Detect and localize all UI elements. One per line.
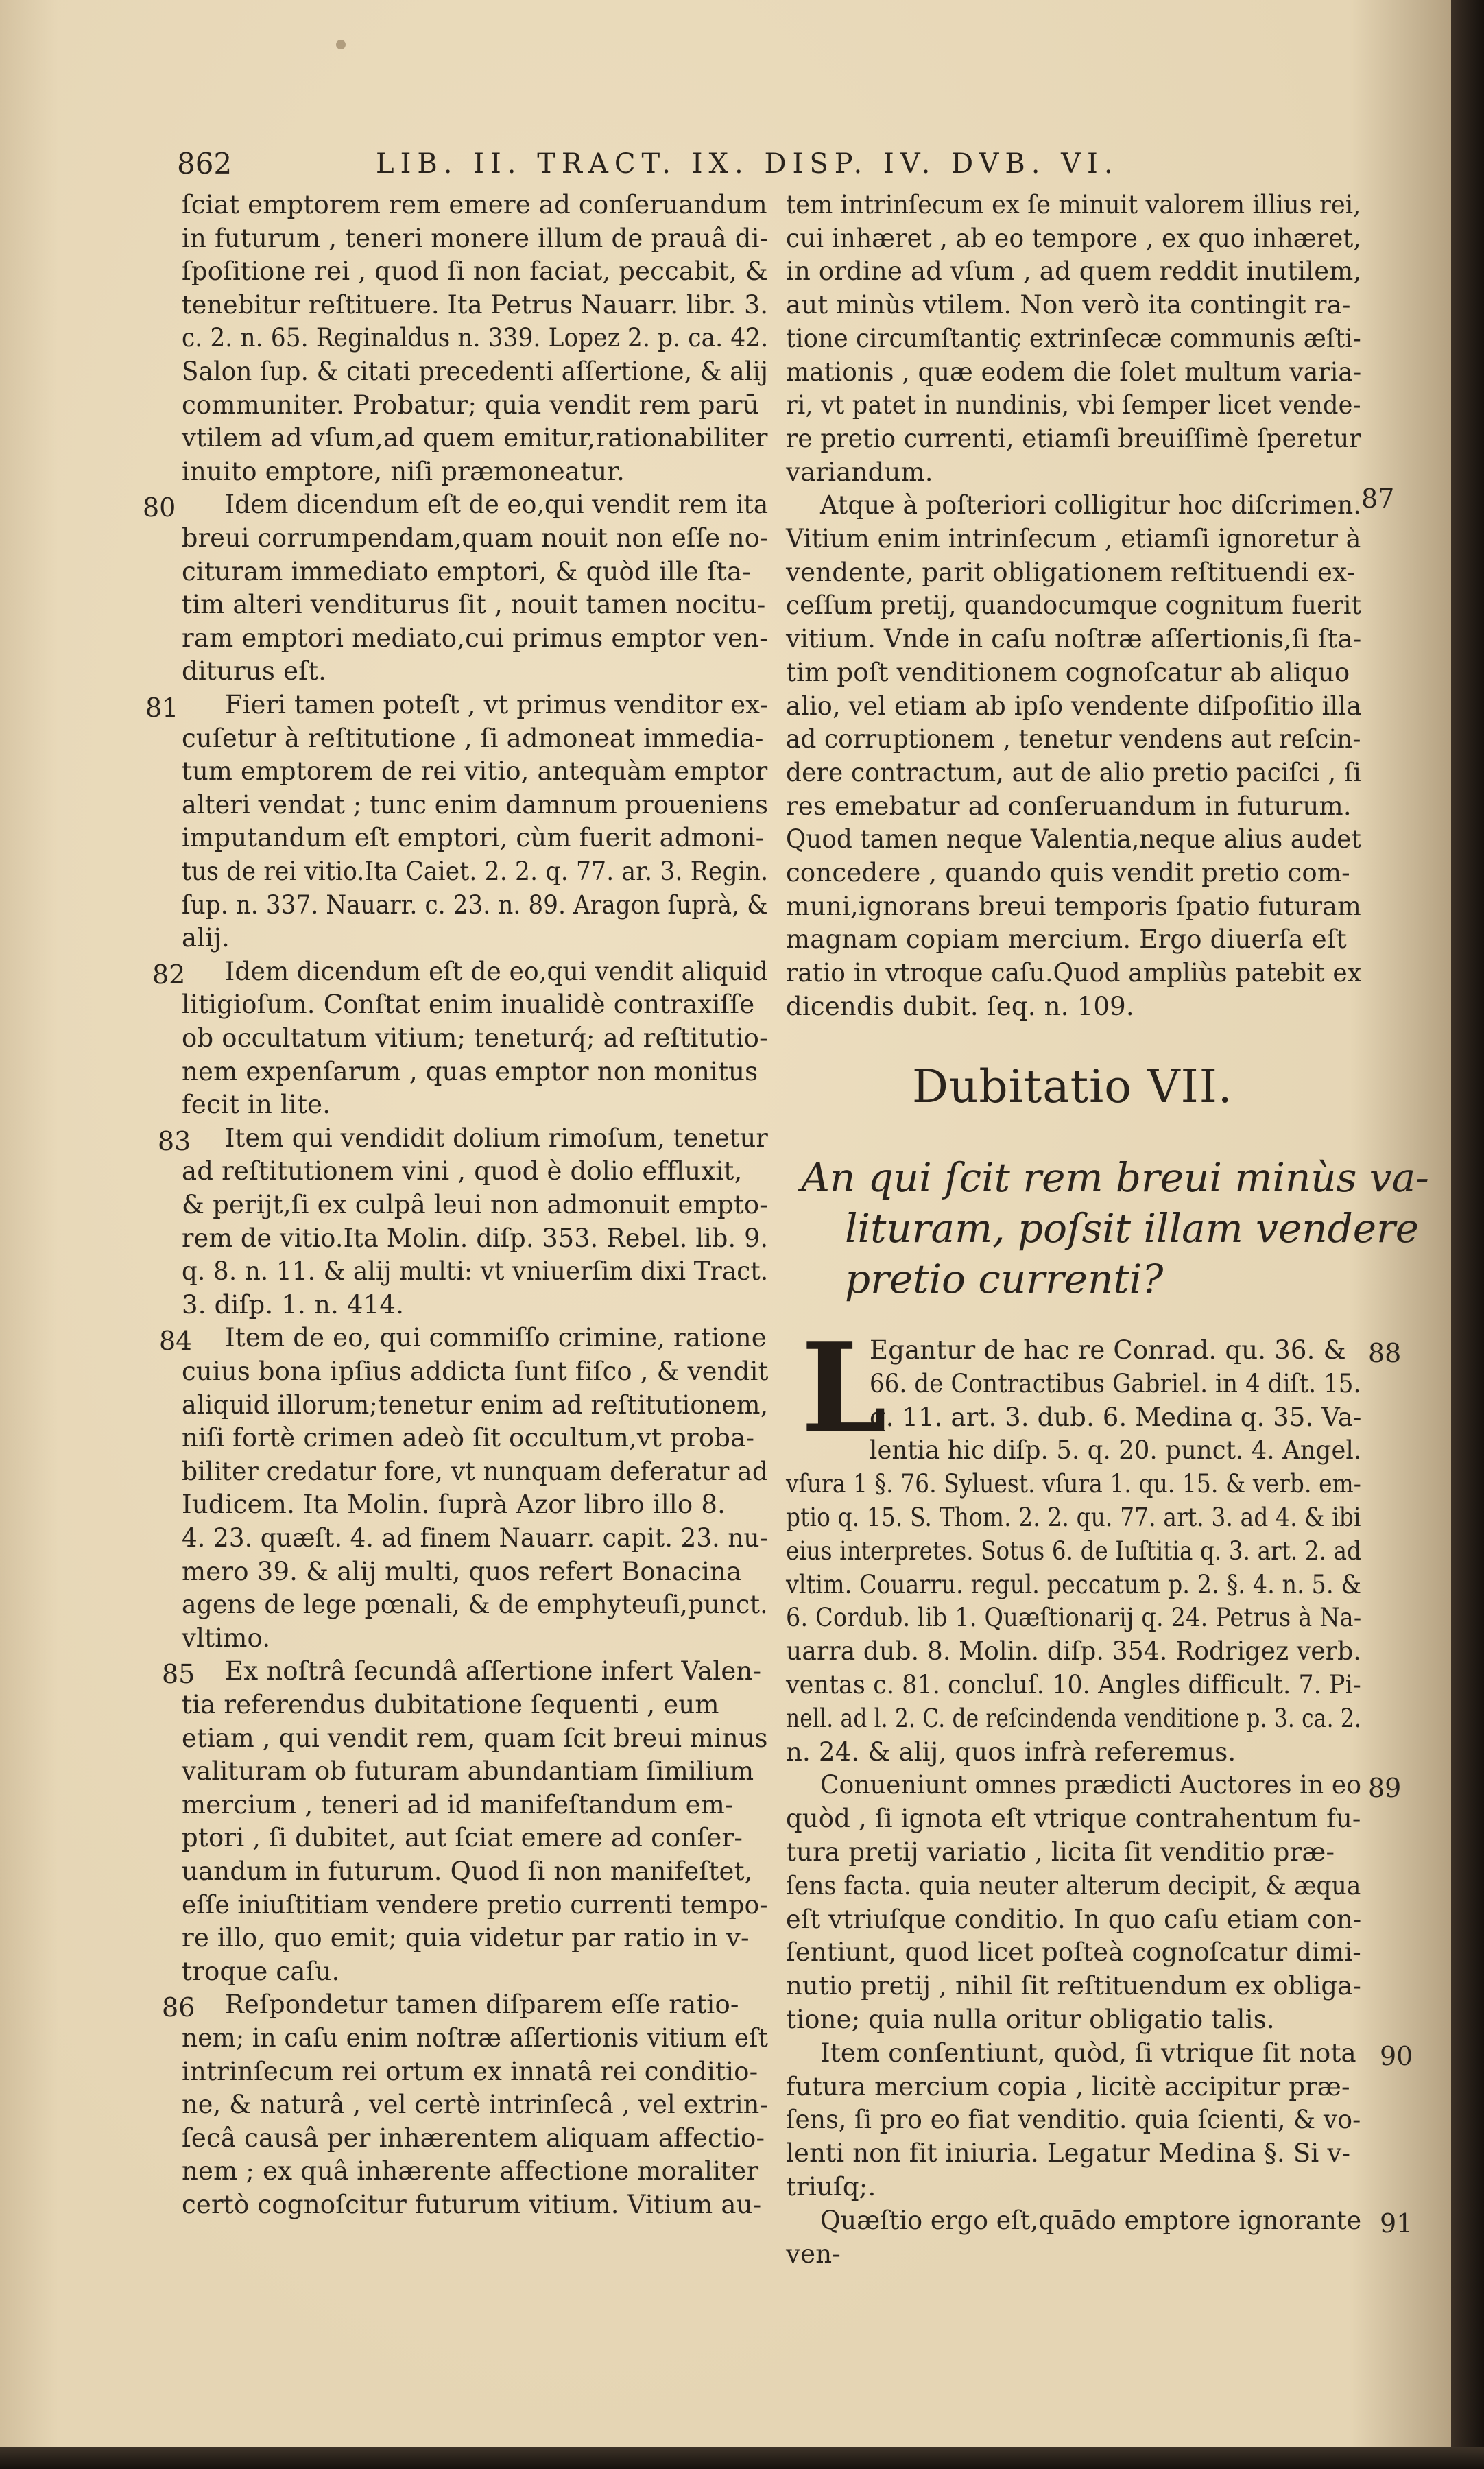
- drop-cap: L: [801, 1316, 887, 1459]
- text-line: dere contractum, aut de alio pretio paciſci , ſi: [786, 757, 1361, 787]
- text-line: Item de eo, qui commiſſo crimine, ratione: [225, 1323, 767, 1353]
- text-line: tenebitur reſtituere. Ita Petrus Nauarr. libr. 3.: [182, 289, 769, 320]
- paragraph-number: 86: [162, 1992, 195, 2023]
- text-line: tione; quia nulla oritur obligatio talis.: [786, 2005, 1275, 2034]
- text-line: eſt vtriuſque conditio. In quo caſu etiam con-: [786, 1904, 1362, 1934]
- book-gutter-edge: [1451, 0, 1484, 2469]
- text-line: alteri vendat ; tunc enim damnum proueniens: [182, 789, 769, 820]
- text-line: Item conſentiunt, quòd, ſi vtrique ſit nota: [820, 2038, 1356, 2068]
- text-line: ri, vt patet in nundinis, vbi ſemper licet vende-: [786, 390, 1361, 420]
- text-line: 4. 23. quæſt. 4. ad finem Nauarr. capit. 23. nu-: [182, 1523, 768, 1553]
- text-line: muni,ignorans breui temporis ſpatio futuram: [786, 891, 1361, 921]
- text-line: lenti non fit iniuria. Legatur Medina §. Si v-: [786, 2138, 1351, 2169]
- text-line: Ex noſtrâ ſecundâ aſſertione infert Valen-: [225, 1656, 762, 1686]
- text-line: & perijt,ſi ex culpâ leui non admonuit empto-: [182, 1190, 768, 1219]
- text-line: vitium. Vnde in caſu noſtræ aſſertionis,ſi ſta-: [786, 624, 1362, 654]
- text-line: ſens, ſi pro eo fiat venditio. quia ſcienti, & vo-: [786, 2105, 1361, 2135]
- paragraph-number: 89: [1368, 1773, 1402, 1804]
- paragraph-number: 88: [1368, 1338, 1402, 1368]
- text-line: ad reſtitutionem vini , quod è dolio effluxit,: [182, 1156, 743, 1186]
- text-line: ventas c. 81. concluſ. 10. Angles difficult. 7. Pi-: [786, 1670, 1361, 1699]
- text-line: eſſe iniuſtitiam vendere pretio currenti tempo-: [182, 1889, 768, 1920]
- text-line: Fieri tamen poteſt , vt primus venditor ex-: [225, 690, 769, 719]
- text-line: cituram immediato emptori, & quòd ille ſta-: [182, 556, 751, 586]
- text-line: breui corrumpendam,quam nouit non eſſe no-: [182, 523, 769, 553]
- text-line: vltim. Couarru. regul. peccatum p. 2. §. 4. n. 5. &: [786, 1569, 1362, 1599]
- book-bottom-edge: [0, 2447, 1484, 2469]
- text-line: 66. de Contractibus Gabriel. in 4 diſt. 15.: [870, 1368, 1361, 1398]
- text-line: ram emptori mediato,cui primus emptor ven-: [182, 623, 768, 653]
- text-line: ſciat emptorem rem emere ad conſeruandum: [182, 190, 767, 219]
- text-line: Item qui vendidit dolium rimoſum, tenetur: [225, 1123, 769, 1153]
- text-line: 3. diſp. 1. n. 414.: [182, 1289, 405, 1320]
- text-line: cui inhæret , ab eo tempore , ex quo inhæret,: [786, 223, 1361, 253]
- text-line: diturus eſt.: [182, 656, 327, 687]
- paragraph-number: 81: [145, 693, 179, 723]
- text-line: alij.: [182, 923, 230, 953]
- text-line: alio, vel etiam ab ipſo vendente diſpoſitio illa: [786, 691, 1362, 721]
- text-line: ob occultatum vitium; teneturq́; ad reſtitutio-: [182, 1023, 768, 1053]
- text-line: Salon ſup. & citati precedenti aſſertione, & alij: [182, 357, 769, 386]
- text-line: ptio q. 15. S. Thom. 2. 2. qu. 77. art. 3. ad 4. & ibi: [786, 1503, 1361, 1532]
- text-line: re illo, quo emit; quia videtur par ratio in v-: [182, 1923, 750, 1953]
- text-line: triuſq;.: [786, 2172, 876, 2202]
- text-line: tione circumſtantiç extrinſecæ communis æſti-: [786, 323, 1361, 353]
- page-number: 862: [177, 147, 232, 180]
- text-line: certò cognoſcitur futurum vitium. Vitium au-: [182, 2190, 762, 2219]
- question-line: pretio currenti?: [845, 1256, 1164, 1302]
- text-line: uarra dub. 8. Molin. diſp. 354. Rodrigez verb.: [786, 1636, 1361, 1667]
- text-line: quòd , ſi ignota eſt vtrique contrahentum fu-: [786, 1804, 1361, 1834]
- text-line: Reſpondetur tamen diſparem eſſe ratio-: [225, 1990, 739, 2020]
- text-line: mationis , quæ eodem die ſolet multum varia-: [786, 357, 1362, 387]
- text-line: Quæſtio ergo eſt,quādo emptore ignorante: [820, 2205, 1362, 2235]
- text-line: aut minùs vtilem. Non verò ita contingit ra-: [786, 290, 1351, 320]
- text-line: Vitium enim intrinſecum , etiamſi ignoretur à: [786, 524, 1361, 553]
- paragraph-number: 83: [158, 1125, 191, 1156]
- text-line: cuſetur à reſtitutione , ſi admoneat immedia-: [182, 723, 764, 753]
- text-line: aliquid illorum;tenetur enim ad reſtitutionem,: [182, 1389, 769, 1420]
- dubitatio-heading: Dubitatio VII.: [912, 1060, 1233, 1113]
- text-line: q. 11. art. 3. dub. 6. Medina q. 35. Va-: [870, 1402, 1362, 1432]
- paragraph-number: 91: [1380, 2208, 1413, 2239]
- text-line: dicendis dubit. ſeq. n. 109.: [786, 991, 1134, 1021]
- text-line: communiter. Probatur; quia vendit rem parū: [182, 390, 759, 420]
- text-line: mercium , teneri ad id manifeſtandum em-: [182, 1789, 734, 1820]
- text-line: eius interpretes. Sotus 6. de Iuſtitia q. 3. art. 2. ad: [786, 1536, 1362, 1566]
- text-line: futura mercium copia , licitè accipitur præ-: [786, 2071, 1350, 2101]
- text-line: fecit in lite.: [182, 1090, 331, 1120]
- text-line: nem ; ex quâ inhærente affectione moraliter: [182, 2156, 759, 2186]
- text-line: Idem dicendum eſt de eo,qui vendit rem ita: [225, 490, 769, 520]
- text-line: nell. ad l. 2. C. de reſcindenda venditione p. 3. ca. 2.: [786, 1703, 1361, 1733]
- text-line: troque caſu.: [182, 1956, 340, 1986]
- text-line: vtilem ad vſum,ad quem emitur,rationabiliter: [182, 423, 768, 453]
- running-title: LIB. II. TRACT. IX. DISP. IV. DVB. VI.: [376, 148, 1119, 180]
- text-line: nem; in caſu enim noſtræ aſſertionis vitium eſt: [182, 2023, 769, 2053]
- text-line: mero 39. & alij multi, quos refert Bonacina: [182, 1556, 742, 1586]
- text-line: ptori , ſi dubitet, aut ſciat emere ad conſer-: [182, 1823, 743, 1853]
- text-line: tia referendus dubitatione ſequenti , eum: [182, 1690, 719, 1719]
- text-line: inuito emptore, niſi præmoneatur.: [182, 456, 625, 486]
- text-line: in ordine ad vſum , ad quem reddit inutilem,: [786, 257, 1362, 287]
- text-line: tim alteri venditurus ſit , nouit tamen nocitu-: [182, 590, 766, 620]
- text-line: cuius bona ipſius addicta ſunt fiſco , & vendit: [182, 1357, 769, 1386]
- text-line: ratio in vtroque caſu.Quod ampliùs patebit ex: [786, 958, 1362, 988]
- question-line: lituram, poſsit illam vendere: [845, 1205, 1420, 1252]
- paragraph-number: 87: [1361, 484, 1395, 514]
- text-line: valituram ob futuram abundantiam ſimilium: [182, 1756, 754, 1787]
- text-line: litigioſum. Conſtat enim inualidè contraxiſſe: [182, 990, 755, 1020]
- text-line: res emebatur ad conſeruandum in futurum.: [786, 791, 1352, 821]
- text-line: ſecâ causâ per inhærentem aliquam affectio-: [182, 2123, 765, 2153]
- text-line: c. 2. n. 65. Reginaldus n. 339. Lopez 2. p. ca. 42.: [182, 323, 769, 353]
- text-line: tem intrinſecum ex ſe minuit valorem illius rei,: [786, 190, 1361, 219]
- text-line: tus de rei vitio.Ita Caiet. 2. 2. q. 77. ar. 3. Regin.: [182, 857, 769, 886]
- text-line: tim poſt venditionem cognoſcatur ab aliquo: [786, 657, 1350, 687]
- text-line: agens de lege pœnali, & de emphyteuſi,punct.: [182, 1590, 768, 1620]
- paragraph-number: 84: [159, 1326, 193, 1357]
- text-line: ſentiunt, quod licet poſteà cognoſcatur dimi-: [786, 1937, 1361, 1968]
- text-line: vendente, parit obligationem reſtituendi ex-: [786, 557, 1356, 587]
- text-line: ad corruptionem , tenetur vendens aut reſcin-: [786, 724, 1361, 754]
- text-line: Conueniunt omnes prædicti Auctores in eo: [820, 1770, 1362, 1800]
- paragraph-number: 90: [1380, 2040, 1413, 2071]
- text-line: uandum in futurum. Quod ſi non manifeſtet,: [182, 1857, 753, 1886]
- text-line: concedere , quando quis vendit pretio com-: [786, 858, 1350, 887]
- text-line: q. 8. n. 11. & alij multi: vt vniuerſim dixi Tract.: [182, 1256, 769, 1287]
- text-line: etiam , qui vendit rem, quam ſcit breui minus: [182, 1723, 768, 1753]
- text-line: Iudicem. Ita Molin. ſuprà Azor libro illo 8.: [182, 1490, 726, 1520]
- text-line: lentia hic diſp. 5. q. 20. punct. 4. Angel.: [870, 1435, 1362, 1466]
- text-line: biliter credatur fore, vt nunquam deferatur ad: [182, 1456, 769, 1486]
- text-line: ſens facta. quia neuter alterum decipit, & æqua: [786, 1870, 1361, 1900]
- text-line: tura pretij variatio , licita ſit venditio præ-: [786, 1837, 1335, 1867]
- text-line: imputandum eſt emptori, cùm fuerit admoni-: [182, 823, 765, 853]
- text-line: nem expenſarum , quas emptor non monitus: [182, 1056, 758, 1086]
- text-line: Quod tamen neque Valentia,neque alius audet: [786, 824, 1361, 855]
- text-line: vſura 1 §. 76. Syluest. vſura 1. qu. 15. & verb. em-: [786, 1469, 1362, 1499]
- paragraph-number: 80: [143, 492, 176, 523]
- text-line: Idem dicendum eſt de eo,qui vendit aliquid: [225, 956, 768, 986]
- text-line: magnam copiam mercium. Ergo diuerſa eſt: [786, 925, 1347, 955]
- text-line: ſup. n. 337. Nauarr. c. 23. n. 89. Aragon ſuprà, &: [182, 890, 768, 920]
- text-line: in futurum , teneri monere illum de prauâ di-: [182, 223, 769, 253]
- text-line: 6. Cordub. lib 1. Quæſtionarij q. 24. Petrus à Na-: [786, 1603, 1362, 1633]
- text-line: Atque à poſteriori colligitur hoc diſcrimen.: [820, 490, 1362, 521]
- text-line: n. 24. & alij, quos infrà referemus.: [786, 1737, 1236, 1767]
- question-line: An qui ſcit rem breui minùs va-: [801, 1154, 1429, 1201]
- text-line: tum emptorem de rei vitio, antequàm emptor: [182, 756, 768, 787]
- paragraph-number: 82: [152, 959, 186, 990]
- text-line: intrinſecum rei ortum ex innatâ rei conditio-: [182, 2056, 758, 2086]
- text-line: ne, & naturâ , vel certè intrinſecâ , vel extrin-: [182, 2090, 769, 2120]
- text-line: rem de vitio.Ita Molin. diſp. 353. Rebel. lib. 9.: [182, 1223, 769, 1253]
- ink-speck: [336, 40, 346, 49]
- text-line: ſpoſitione rei , quod ſi non faciat, peccabit, &: [182, 257, 768, 287]
- text-line: ven-: [786, 2239, 841, 2269]
- text-line: nutio pretij , nihil ſit reſtituendum ex obliga-: [786, 1971, 1362, 2001]
- text-line: niſi fortè crimen adeò ſit occultum,vt proba-: [182, 1423, 755, 1453]
- text-line: re pretio currenti, etiamſi breuiſſimè ſperetur: [786, 423, 1361, 453]
- text-line: vltimo.: [182, 1623, 271, 1653]
- text-line: variandum.: [786, 457, 933, 487]
- text-line: Egantur de hac re Conrad. qu. 36. &: [870, 1335, 1346, 1365]
- paragraph-number: 85: [162, 1659, 195, 1690]
- text-line: ceſſum pretij, quandocumque cognitum fuerit: [786, 591, 1362, 621]
